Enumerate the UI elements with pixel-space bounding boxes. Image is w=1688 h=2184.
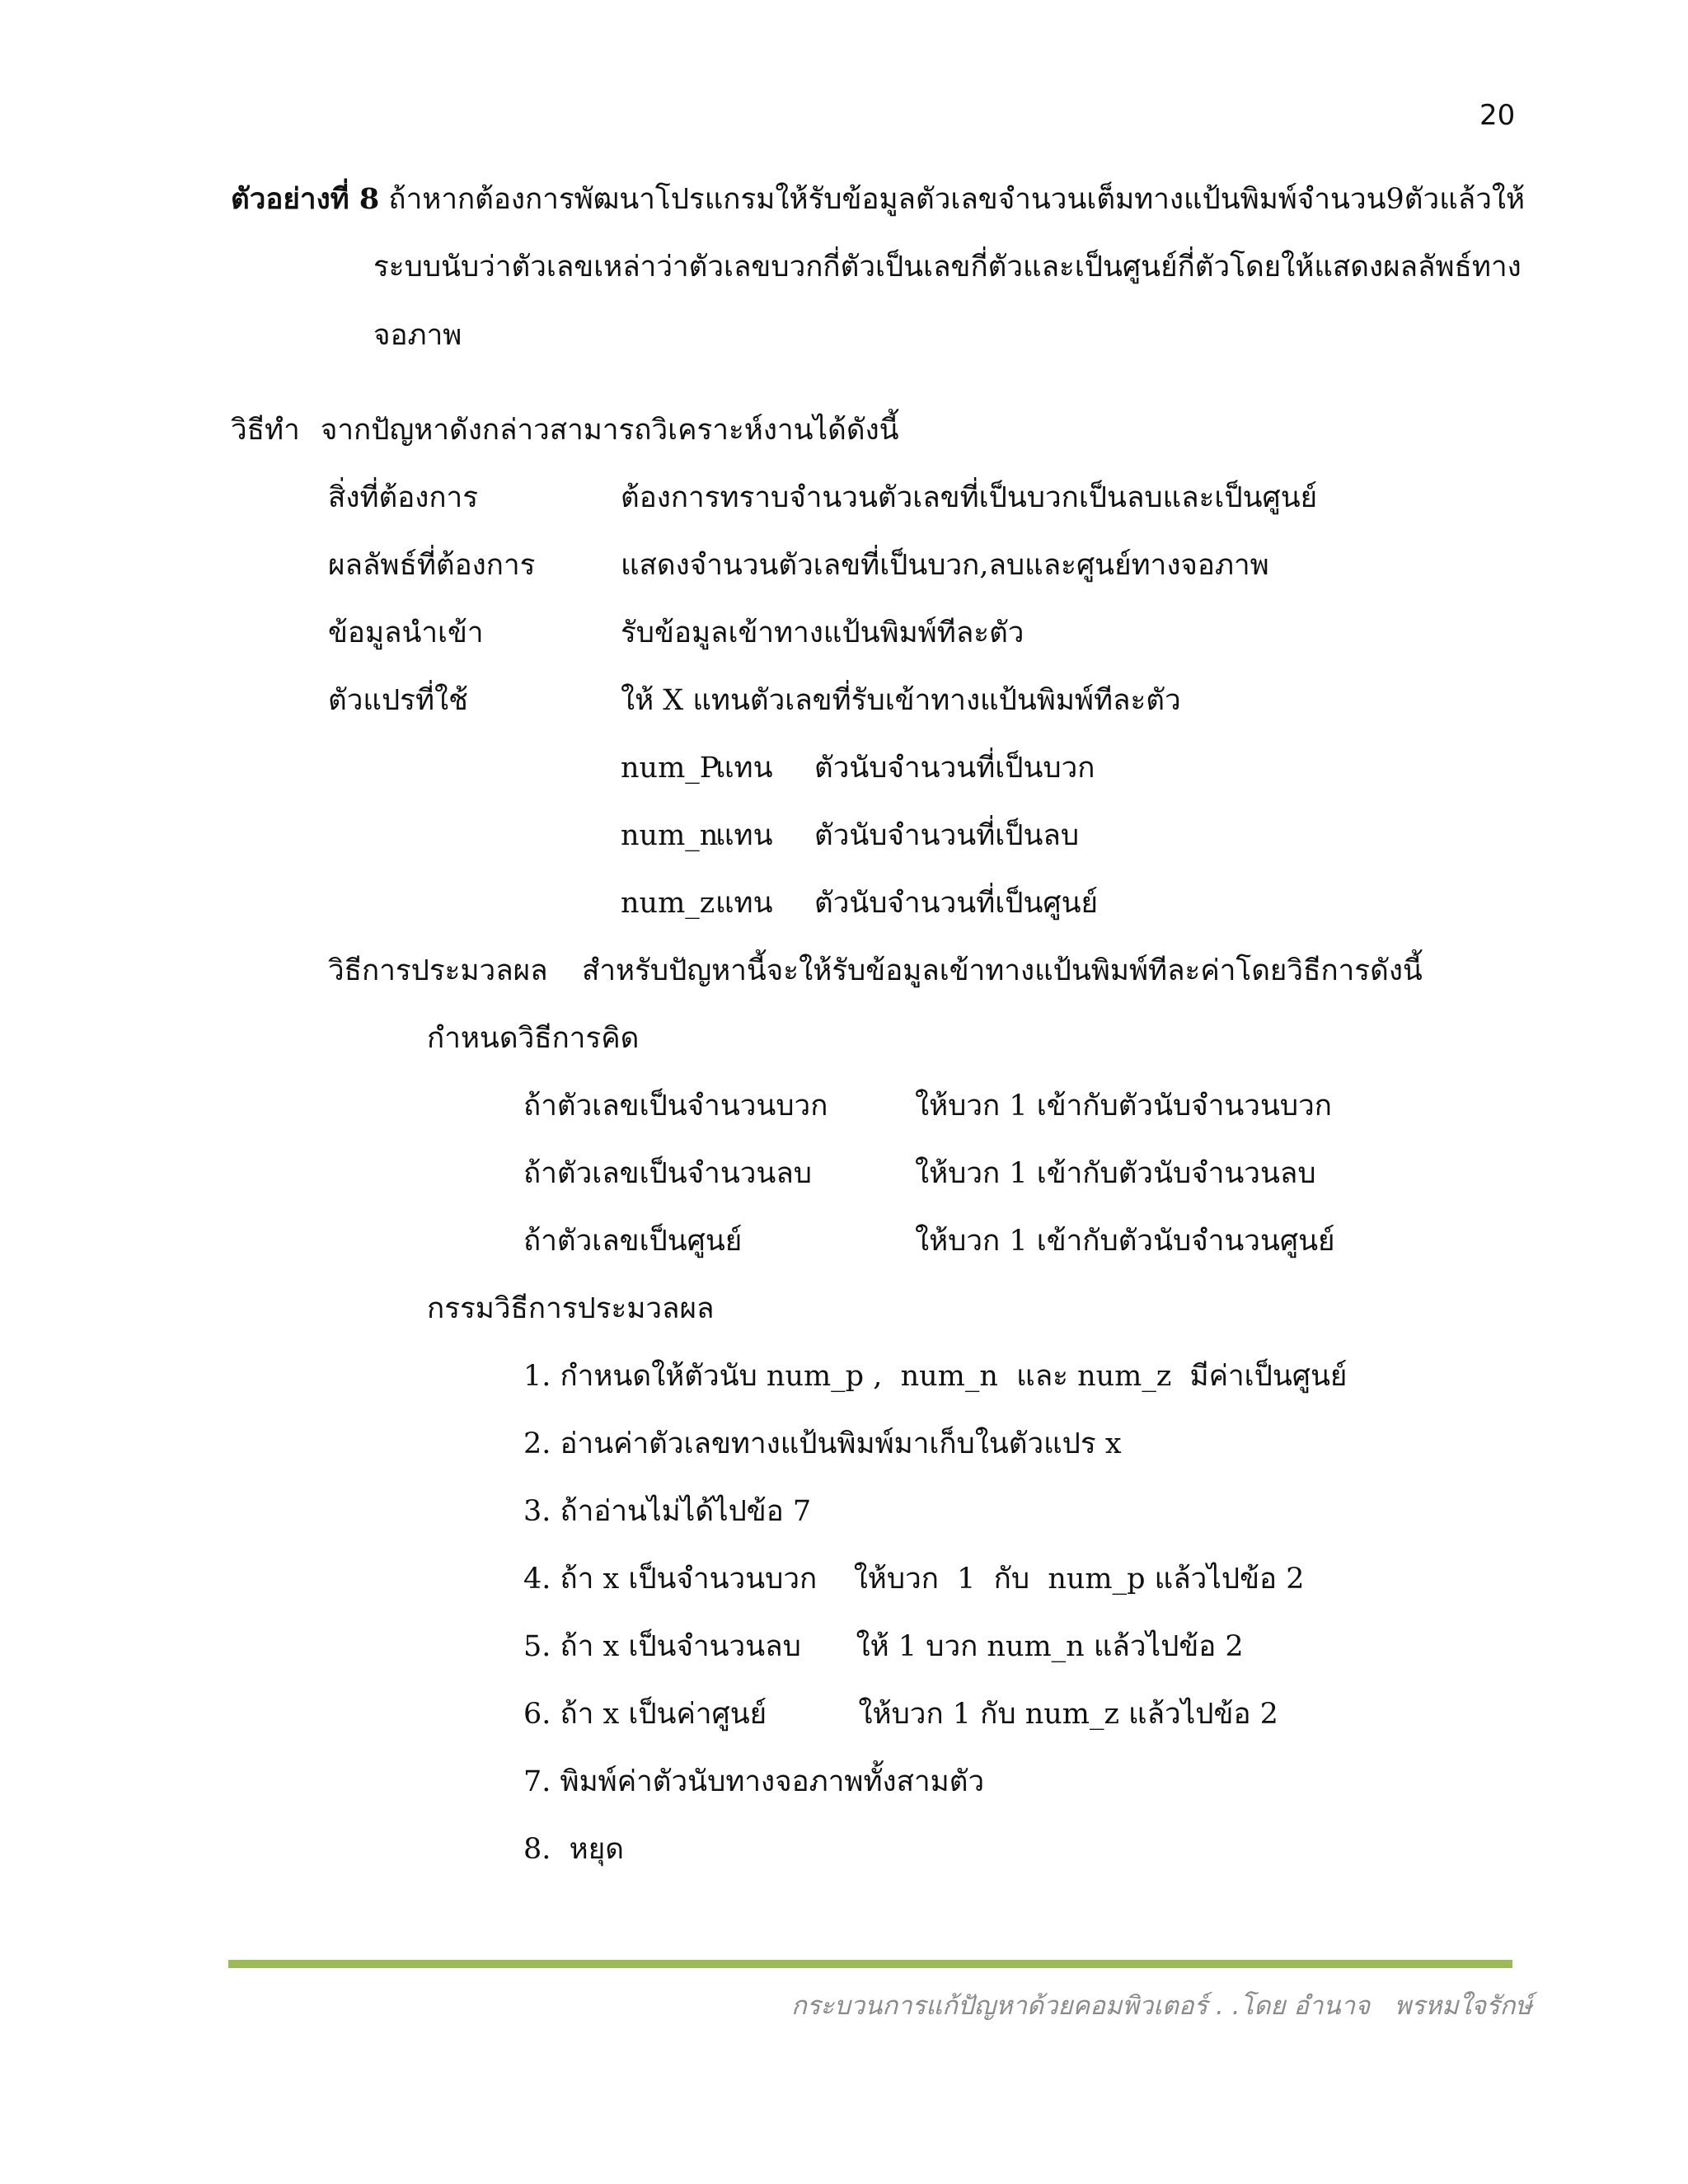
variable-word: แทน — [715, 887, 773, 920]
procedure-step: 2. อ่านค่าตัวเลขทางแป้นพิมพ์มาเก็บในตัวแปร x — [523, 1427, 1122, 1460]
analysis-desc: ให้ X แทนตัวเลขที่รับเข้าทางแป้นพิมพ์ทีละตัว — [621, 684, 1181, 717]
thinking-heading: กำหนดวิธีการคิด — [427, 1022, 640, 1055]
procedure-heading: กรรมวิธีการประมวลผล — [427, 1292, 715, 1325]
example-label: ตัวอย่างที่ 8 — [231, 182, 380, 216]
procedure-step: 7. พิมพ์ค่าตัวนับทางจอภาพทั้งสามตัว — [523, 1765, 985, 1798]
procedure-step: 5. ถ้า x เป็นจำนวนลบ ให้ 1 บวก num_n แล้วไปข้อ 2 — [523, 1630, 1244, 1663]
rule-condition: ถ้าตัวเลขเป็นจำนวนลบ — [523, 1157, 812, 1190]
analysis-desc: แสดงจำนวนตัวเลขที่เป็นบวก,ลบและศูนย์ทางจอภาพ — [621, 549, 1269, 582]
rule-action: ให้บวก 1 เข้ากับตัวนับจำนวนบวก — [915, 1090, 1332, 1122]
method-label: วิธีทำ — [231, 414, 300, 447]
analysis-term: ผลลัพธ์ที่ต้องการ — [328, 549, 536, 582]
page-number: 20 — [1479, 99, 1516, 132]
process-text: สำหรับปัญหานี้จะให้รับข้อมูลเข้าทางแป้นพิมพ์ทีละค่าโดยวิธีการดังนี้ — [582, 954, 1423, 987]
method-text: จากปัญหาดังกล่าวสามารถวิเคราะห์งานได้ดังนี้ — [320, 414, 899, 447]
rule-action: ให้บวก 1 เข้ากับตัวนับจำนวนศูนย์ — [915, 1225, 1335, 1258]
variable-word: แทน — [715, 819, 773, 852]
analysis-desc: รับข้อมูลเข้าทางแป้นพิมพ์ทีละตัว — [621, 616, 1025, 649]
example-text-1: ถ้าหากต้องการพัฒนาโปรแกรมให้รับข้อมูลตัวเลขจำนวนเต็มทางแป้นพิมพ์จำนวน9ตัวแล้วให้ — [388, 183, 1526, 216]
variable-name: num_z — [621, 887, 715, 920]
variable-meaning: ตัวนับจำนวนที่เป็นบวก — [814, 752, 1095, 785]
variable-meaning: ตัวนับจำนวนที่เป็นศูนย์ — [814, 887, 1099, 920]
variable-meaning: ตัวนับจำนวนที่เป็นลบ — [814, 819, 1080, 852]
example-line-1 — [231, 180, 1525, 219]
footer-rule — [228, 1960, 1512, 1968]
variable-name: num_P — [621, 752, 720, 785]
analysis-term: ข้อมูลนำเข้า — [328, 616, 484, 649]
procedure-step: 1. กำหนดให้ตัวนับ num_p , num_n และ num_z มีค่าเป็นศูนย์ — [523, 1360, 1348, 1393]
footer-text: กระบวนการแก้ปัญหาด้วยคอมพิวเตอร์ . .โดย อำนาจ พรหมใจรักษ์ — [791, 1991, 1532, 2021]
method-line — [231, 410, 899, 450]
rule-condition: ถ้าตัวเลขเป็นจำนวนบวก — [523, 1090, 828, 1122]
analysis-term: ตัวแปรที่ใช้ — [328, 684, 468, 717]
example-line-3: จอภาพ — [373, 319, 462, 352]
example-line-2: ระบบนับว่าตัวเลขเหล่าว่าตัวเลขบวกกี่ตัวเป็นเลขกี่ตัวและเป็นศูนย์กี่ตัวโดยให้แสดงผลลัพธ์ทาง — [373, 251, 1522, 284]
variable-word: แทน — [715, 752, 773, 785]
process-label: วิธีการประมวลผล — [328, 954, 548, 987]
rule-action: ให้บวก 1 เข้ากับตัวนับจำนวนลบ — [915, 1157, 1316, 1190]
procedure-step: 4. ถ้า x เป็นจำนวนบวก ให้บวก 1 กับ num_p แล้วไปข้อ 2 — [523, 1563, 1305, 1596]
procedure-step: 8. หยุด — [523, 1833, 624, 1866]
analysis-term: สิ่งที่ต้องการ — [328, 481, 479, 514]
analysis-desc: ต้องการทราบจำนวนตัวเลขที่เป็นบวกเป็นลบและเป็นศูนย์ — [621, 481, 1318, 514]
rule-condition: ถ้าตัวเลขเป็นศูนย์ — [523, 1225, 743, 1258]
variable-name: num_n — [621, 819, 719, 852]
procedure-step: 6. ถ้า x เป็นค่าศูนย์ ให้บวก 1 กับ num_z แล้วไปข้อ 2 — [523, 1698, 1278, 1731]
procedure-step: 3. ถ้าอ่านไม่ได้ไปข้อ 7 — [523, 1495, 812, 1528]
